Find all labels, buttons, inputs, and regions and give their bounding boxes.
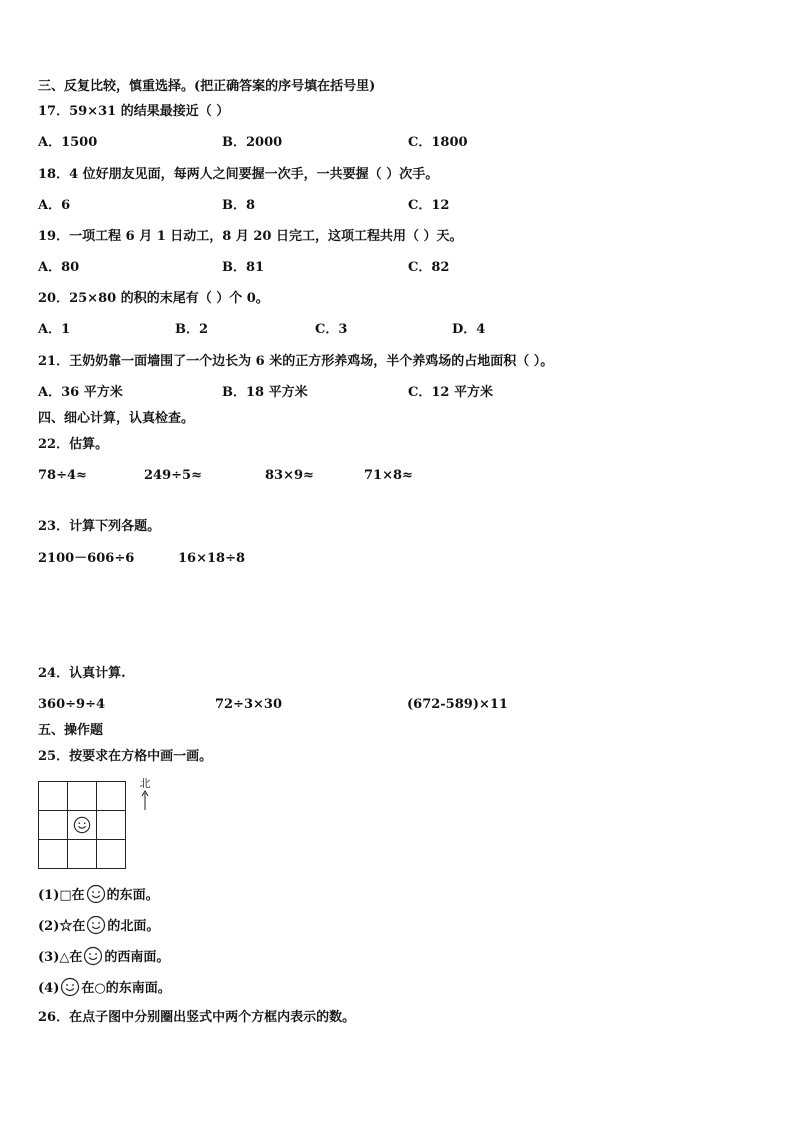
q25-step-4-suffix: 在○的东南面。	[81, 981, 171, 996]
grid-cell[interactable]	[39, 782, 68, 811]
q22-expr-2: 249÷5≈	[144, 468, 202, 483]
smiley-face-icon	[83, 946, 103, 966]
smiley-face-icon	[73, 816, 91, 834]
q22-expr-4: 71×8≈	[364, 468, 413, 483]
section-4-title: 四、细心计算，认真检查。	[38, 411, 195, 426]
q23-expr-1: 2100－606÷6	[38, 551, 135, 566]
north-label: 北	[139, 777, 151, 790]
q23-expr-2: 16×18÷8	[178, 551, 246, 566]
q21-option-c: C．12 平方米	[408, 385, 493, 400]
grid-cell[interactable]	[97, 811, 126, 840]
q17-option-c: C．1800	[408, 135, 468, 150]
q21-option-a: A．36 平方米	[38, 385, 123, 400]
question-19: 19．一项工程 6 月 1 日动工，8 月 20 日完工，这项工程共用（ ）天。	[38, 229, 463, 244]
grid-cell[interactable]	[39, 811, 68, 840]
q22-expr-3: 83×9≈	[265, 468, 314, 483]
q25-step-4	[38, 977, 171, 997]
q24-expr-3: (672-589)×11	[407, 697, 508, 712]
arrow-up-icon	[141, 790, 149, 810]
q25-step-3-suffix: 的西南面。	[104, 950, 170, 965]
q20-option-d: D．4	[452, 322, 486, 337]
q19-option-b: B．81	[222, 260, 265, 275]
question-23: 23．计算下列各题。	[38, 519, 161, 534]
question-21: 21．王奶奶靠一面墙围了一个边长为 6 米的正方形养鸡场，半个养鸡场的占地面积（ ）。	[38, 354, 554, 369]
grid-cell[interactable]	[97, 840, 126, 869]
question-25: 25．按要求在方格中画一画。	[38, 749, 213, 764]
question-18: 18．4 位好朋友见面，每两人之间要握一次手，一共要握（ ）次手。	[38, 167, 439, 182]
q18-option-a: A．6	[38, 198, 71, 213]
q21-option-b: B．18 平方米	[222, 385, 308, 400]
smiley-face-icon	[86, 884, 106, 904]
grid-cell[interactable]	[39, 840, 68, 869]
grid-cell[interactable]	[68, 782, 97, 811]
question-22: 22．估算。	[38, 437, 109, 452]
q25-step-3	[38, 946, 169, 966]
section-5-title: 五、操作题	[38, 723, 104, 738]
q25-step-4-prefix: (4)	[38, 981, 60, 996]
question-26: 26．在点子图中分别圈出竖式中两个方框内表示的数。	[38, 1010, 356, 1025]
q22-expr-1: 78÷4≈	[38, 468, 87, 483]
q17-option-b: B．2000	[222, 135, 283, 150]
q19-option-a: A．80	[38, 260, 80, 275]
q25-step-2	[38, 915, 159, 935]
q20-option-b: B．2	[175, 322, 209, 337]
q18-option-c: C．12	[408, 198, 450, 213]
smiley-face-icon	[86, 915, 106, 935]
q20-option-c: C．3	[315, 322, 348, 337]
direction-grid	[38, 781, 126, 869]
q24-expr-1: 360÷9÷4	[38, 697, 106, 712]
grid-cell[interactable]	[97, 782, 126, 811]
smiley-face-icon	[60, 977, 80, 997]
q19-option-c: C．82	[408, 260, 450, 275]
q25-step-2-prefix: (2)☆在	[38, 919, 86, 934]
section-3-title: 三、反复比较，慎重选择。(把正确答案的序号填在括号里)	[38, 79, 376, 94]
north-indicator	[138, 778, 152, 810]
q25-step-3-prefix: (3)△在	[38, 950, 83, 965]
q25-step-1	[38, 884, 159, 904]
question-20: 20．25×80 的积的末尾有（ ）个 0。	[38, 291, 269, 306]
q24-expr-2: 72÷3×30	[215, 697, 283, 712]
q17-option-a: A．1500	[38, 135, 98, 150]
q18-option-b: B．8	[222, 198, 256, 213]
question-24: 24．认真计算.	[38, 666, 126, 681]
q25-step-1-prefix: (1)□在	[38, 888, 85, 903]
grid-cell[interactable]	[68, 840, 97, 869]
grid-cell-center[interactable]	[68, 811, 97, 840]
question-17: 17．59×31 的结果最接近（ ）	[38, 104, 230, 119]
q25-step-2-suffix: 的北面。	[107, 919, 160, 934]
q20-option-a: A．1	[38, 322, 71, 337]
q25-step-1-suffix: 的东面。	[106, 888, 159, 903]
